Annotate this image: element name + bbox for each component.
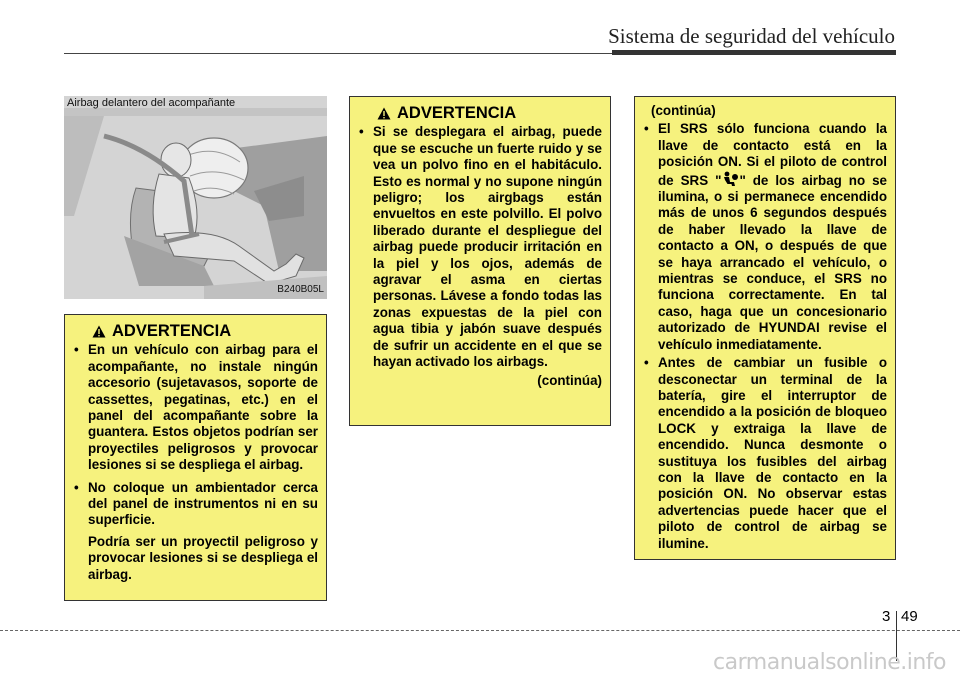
passenger-airbag-drawing <box>64 96 327 299</box>
warning-title: ADVERTENCIA <box>112 322 232 340</box>
continued-label: (continúa) <box>651 103 716 118</box>
warning-box-right <box>634 96 896 560</box>
warning-item-text: " de los airbag no se ilumina, o si permanece encendido más de unos 6 segundos después de haber llevado la llave de contacto a ON, o después de que se haya arrancado el vehículo, o mientras se conduce, el SRS no funciona correctamente. En tal caso, haga que un concesionario autorizado de HYUNDAI revise el vehículo inmediatamente. <box>658 172 887 352</box>
warning-box-middle <box>349 96 611 426</box>
warning-item: • No coloque un ambientador cerca del panel de instrumentos ni en su superficie. <box>74 480 318 529</box>
warning-item: • Si se desplegara el airbag, puede que se escuche un fuerte ruido y se vea un polvo fino en el habitáculo. Esto es normal y no supone ningún peligro; los airgbags están envueltos en este polvillo. El polvo liberado durante el despliegue del airbag puede producir irritación en la piel y los ojos, además de agravar el asma en ciertas personas. Lávese a fondo todas las zonas expuestas de la piel con agua tibia y jabón suave después de sufrir un accidente en el que se hayan activado los airbags. <box>359 124 602 370</box>
figure-code: B240B05L <box>277 284 324 295</box>
warning-item: • En un vehículo con airbag para el acompañante, no instale ningún accesorio (sujetavasos, soporte de cassettes, pegatinas, etc.) en el panel del acompañante sobre la guantera. Estos objetos podrían ser proyectiles peligrosos y provocar lesiones si se despliega el airbag. <box>74 342 318 473</box>
warning-triangle-icon <box>92 325 106 338</box>
figure-caption: Airbag delantero del acompañante <box>67 97 236 109</box>
warning-heading <box>377 105 602 121</box>
continued-label: (continúa) <box>537 372 602 388</box>
header-rule-accent <box>612 50 896 55</box>
warning-item-note: Podría ser un proyectil peligroso y provocar lesiones si se despliega el airbag. <box>88 533 318 582</box>
watermark: carmanualsonline.info <box>713 650 946 675</box>
header-rule <box>64 53 614 54</box>
warning-title: ADVERTENCIA <box>397 104 517 122</box>
warning-item <box>644 121 887 353</box>
warning-triangle-icon <box>377 107 391 120</box>
airbag-warning-light-icon <box>721 171 739 187</box>
warning-item-text: El SRS sólo funciona cuando la llave de contacto está en la posición ON. Si el piloto de control de SRS " <box>658 121 887 188</box>
warning-heading <box>92 323 318 339</box>
footer-rule <box>0 630 960 631</box>
page-number: 49 <box>901 608 918 625</box>
warning-box-left <box>64 314 327 601</box>
chapter-number: 3 <box>882 608 891 625</box>
warning-item: • Antes de cambiar un fusible o desconectar un terminal de la batería, gire el interruptor de encendido a la posición de bloqueo LOCK y extraiga la llave de encendido. Nunca desmonte o sustituya los fusibles del airbag con la llave de contacto en la posición ON. No observar estas advertencias puede hacer que el piloto de control de airbag se ilumine. <box>644 355 887 552</box>
page-header-title: Sistema de seguridad del vehículo <box>608 24 895 48</box>
airbag-illustration <box>64 96 327 299</box>
